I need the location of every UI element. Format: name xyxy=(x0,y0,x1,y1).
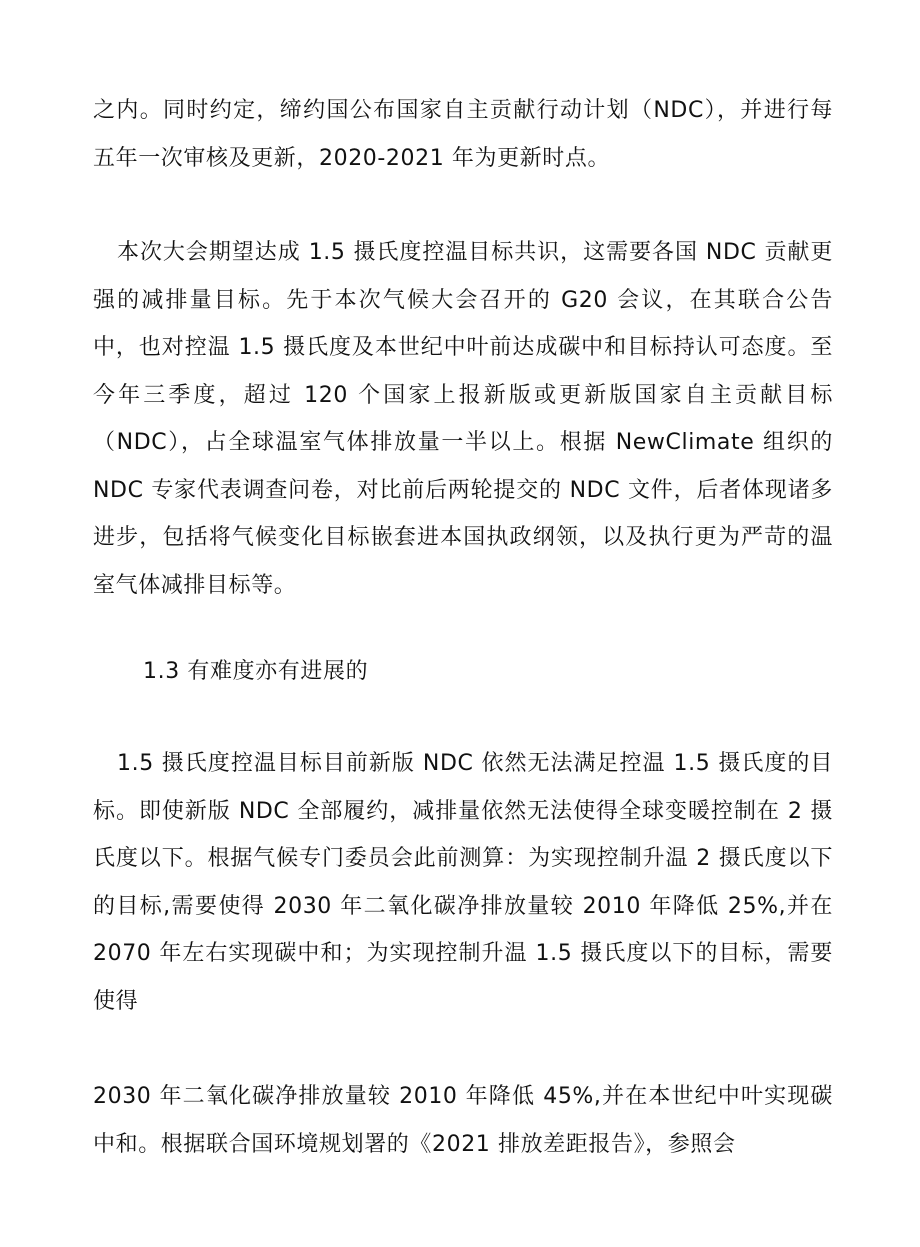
section-heading: 1.3 有难度亦有进展的 xyxy=(143,659,369,684)
paragraph-temperature-target: 1.5 摄氏度控温目标目前新版 NDC 依然无法满足控温 1.5 摄氏度的目标。即使新版 NDC 全部履约，减排量依然无法使得全球变暖控制在 2 摄氏度以下。根据气候专门委员会此前测算：为实现控制升温 2 摄氏度以下的目标,需要使得 2030 年二氧化碳净排放量较 2010 年降低 25%,并在 2070 年左右实现碳中和；为实现控制升温 1.5 摄氏度以下的目标，需要使得 xyxy=(93,751,833,1014)
paragraph-emission-reduction: 2030 年二氧化碳净排放量较 2010 年降低 45%,并在本世纪中叶实现碳中和。根据联合国环境规划署的《2021 排放差距报告》，参照会 xyxy=(93,1084,833,1157)
paragraph-conference-goal: 本次大会期望达成 1.5 摄氏度控温目标共识，这需要各国 NDC 贡献更强的减排量目标。先于本次气候大会召开的 G20 会议，在其联合公告中，也对控温 1.5 摄氏度及本世纪中叶前达成碳中和目标持认可态度。至今年三季度，超过 120 个国家上报新版或更新版国家自主贡献目标（NDC），占全球温室气体排放量一半以上。根据 NewClimate 组织的 NDC 专家代表调查问卷，对比前后两轮提交的 NDC 文件，后者体现诸多进步，包括将气候变化目标嵌套进本国执政纲领，以及执行更为严苛的温室气体减排目标等。 xyxy=(93,240,833,598)
paragraph-ndc-update: 之内。同时约定，缔约国公布国家自主贡献行动计划（NDC），并进行每五年一次审核及更新，2020-2021 年为更新时点。 xyxy=(93,98,833,171)
